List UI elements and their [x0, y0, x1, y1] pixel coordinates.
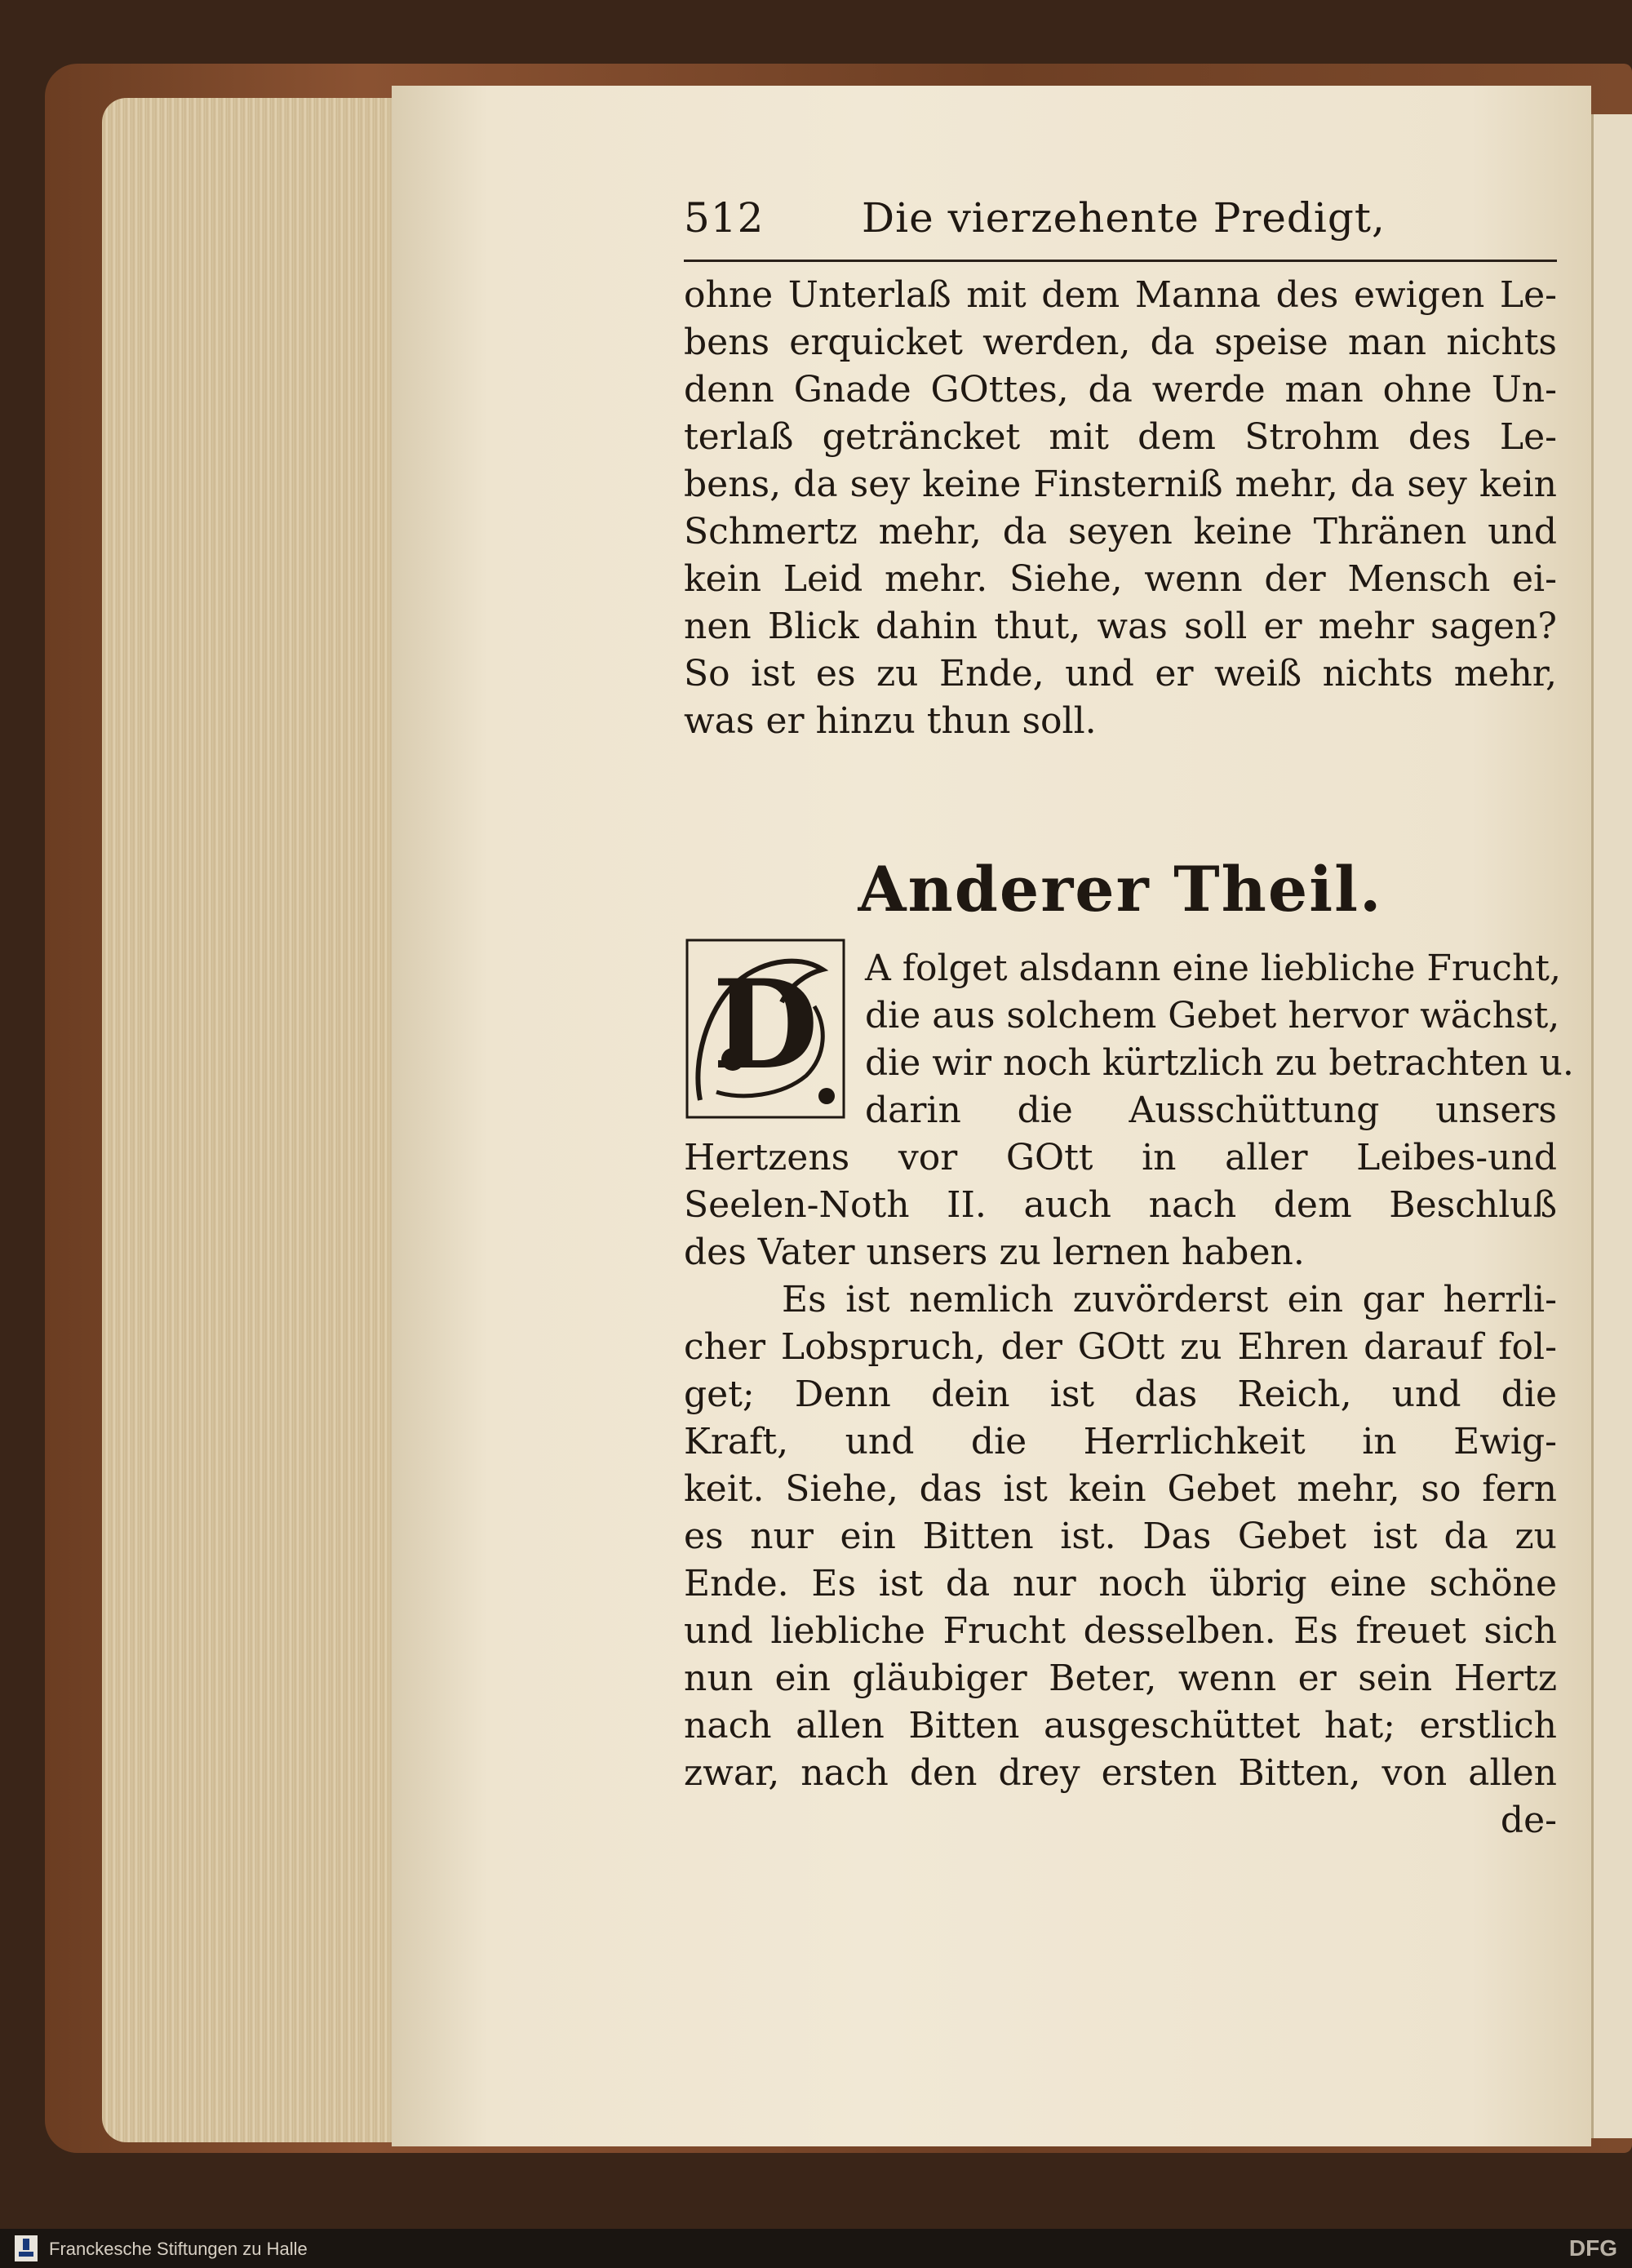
text-line: darin die Ausschüttung unsers — [865, 1090, 1557, 1131]
text-line: Ende. Es ist da nur noch übrig eine schöne — [684, 1563, 1557, 1604]
section-heading: Anderer Theil. — [858, 853, 1383, 925]
viewer-footer — [0, 2229, 1632, 2268]
initial-letter: D — [712, 953, 819, 1097]
page-number: 512 — [684, 194, 765, 242]
text-line: bens, da sey keine Finsterniß mehr, da sey kein — [684, 464, 1557, 505]
text-line: des Vater unsers zu lernen haben. — [684, 1232, 1305, 1273]
text-line: Seelen-Noth II. auch nach dem Beschluß — [684, 1184, 1557, 1226]
text-line: kein Leid mehr. Siehe, wenn der Mensch ei- — [684, 558, 1557, 600]
indented-text — [865, 945, 1574, 1134]
text-line: Es ist nemlich zuvörderst ein gar herrli- — [782, 1279, 1557, 1320]
body-text-top — [684, 272, 1557, 745]
facing-page-edge — [1591, 114, 1632, 2138]
text-line: ohne Unterlaß mit dem Manna des ewigen Le- — [684, 274, 1557, 316]
text-line: was er hinzu thun soll. — [684, 700, 1097, 742]
text-line: nun ein gläubiger Beter, wenn er sein Hertz — [684, 1658, 1557, 1699]
text-line: A folget alsdann eine liebliche Frucht, — [865, 948, 1561, 989]
decorated-initial — [684, 937, 847, 1121]
institution-logo-icon — [11, 2234, 41, 2263]
text-line: zwar, nach den drey ersten Bitten, von allen — [684, 1752, 1557, 1794]
text-line: nen Blick dahin thut, was soll er mehr sagen? — [684, 606, 1557, 647]
text-line: nach allen Bitten ausgeschüttet hat; erstlich — [684, 1705, 1557, 1746]
catchword: de- — [1500, 1800, 1557, 1841]
text-line: Hertzens vor GOtt in aller Leibes-und — [684, 1137, 1557, 1178]
text-line: get; Denn dein ist das Reich, und die — [684, 1374, 1557, 1415]
text-line: cher Lobspruch, der GOtt zu Ehren darauf fol- — [684, 1326, 1557, 1368]
text-line: denn Gnade GOttes, da werde man ohne Un- — [684, 369, 1557, 411]
text-line: und liebliche Frucht desselben. Es freuet sich — [684, 1610, 1557, 1652]
text-line: Schmertz mehr, da seyen keine Thränen und — [684, 511, 1557, 553]
body-text-bottom — [684, 1134, 1557, 1844]
running-title: Die vierzehente Predigt, — [862, 194, 1386, 242]
text-line: So ist es zu Ende, und er weiß nichts mehr, — [684, 653, 1557, 695]
text-line: terlaß geträncket mit dem Strohm des Le- — [684, 416, 1557, 458]
page-edges — [102, 98, 412, 2142]
dfg-badge: DFG — [1568, 2235, 1617, 2261]
head-rule — [684, 260, 1557, 262]
institution-name: Franckesche Stiftungen zu Halle — [49, 2239, 308, 2259]
text-line: keit. Siehe, das ist kein Gebet mehr, so fern — [684, 1468, 1557, 1510]
text-line: bens erquicket werden, da speise man nichts — [684, 322, 1557, 363]
text-line: die aus solchem Gebet hervor wächst, — [865, 995, 1560, 1036]
text-line: es nur ein Bitten ist. Das Gebet ist da zu — [684, 1516, 1557, 1557]
text-line: die wir noch kürtzlich zu betrachten u. — [865, 1042, 1574, 1084]
text-line: Kraft, und die Herrlichkeit in Ewig- — [684, 1421, 1557, 1462]
running-head — [684, 186, 1557, 251]
